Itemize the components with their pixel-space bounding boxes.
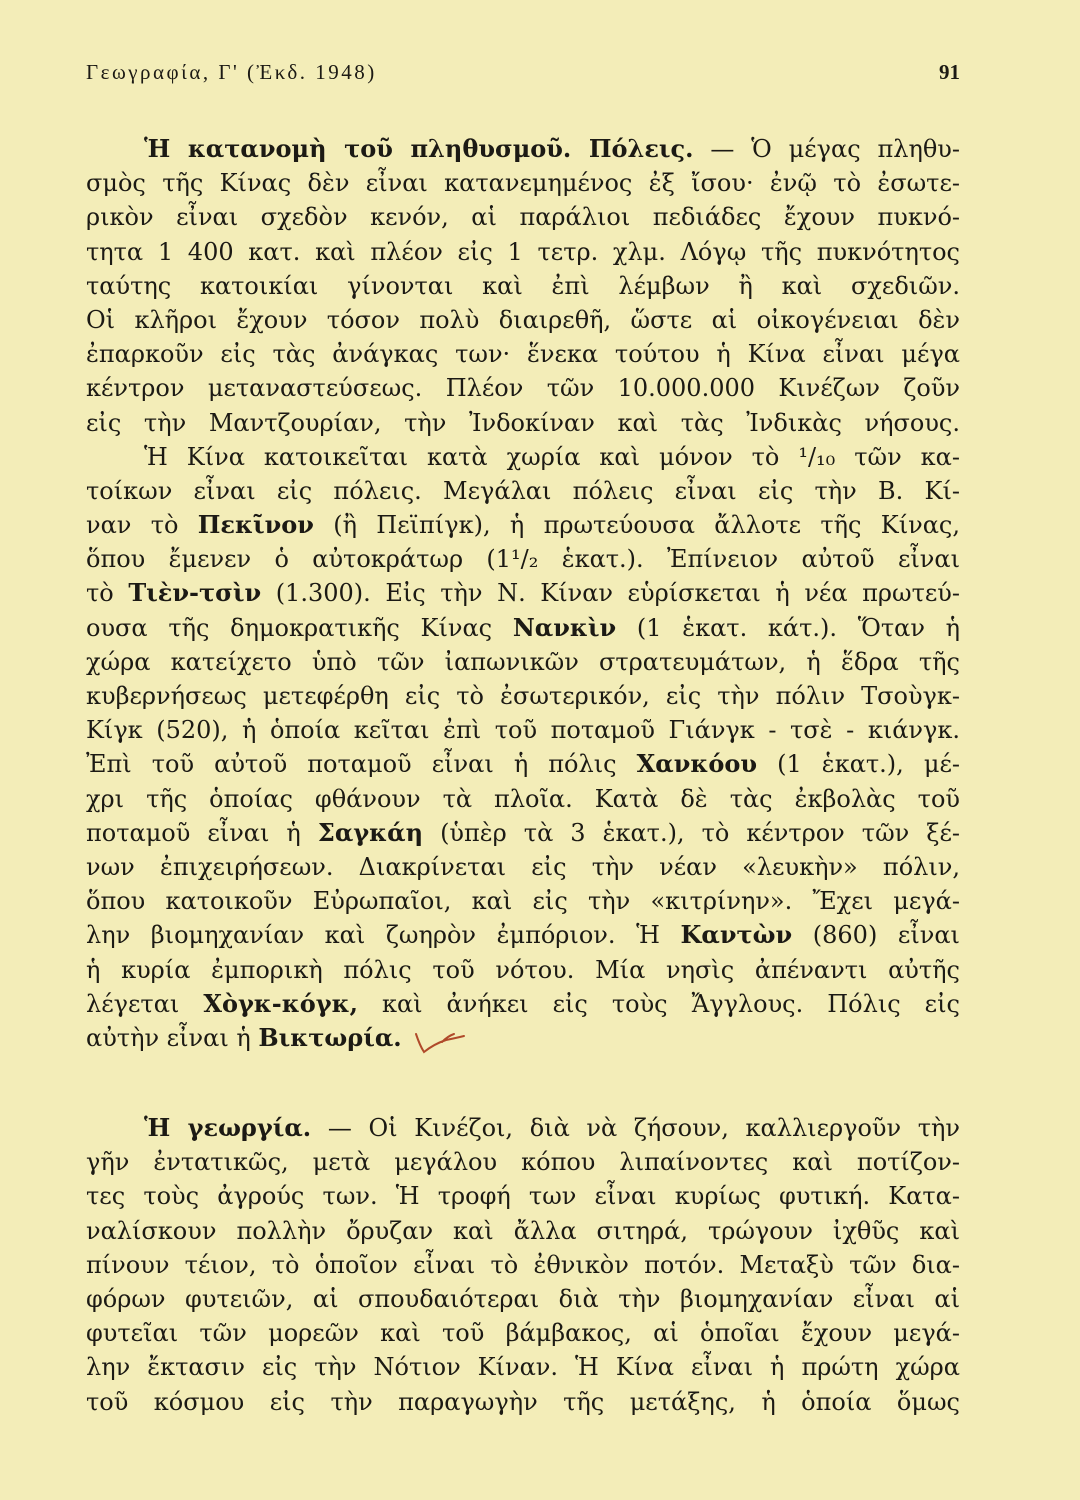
text-line: Ἡ Κίνα κατοικεῖται κατὰ χωρία καὶ μόνον τὸ ¹/₁₀ τῶν κα- (144, 442, 960, 471)
text-line: σμὸς τῆς Κίνας δὲν εἶναι κατανεμημένος ἐξ ἴσου· ἐνῷ τὸ ἐσωτε- (86, 169, 960, 198)
header-title: Γεωγραφία, Γ' (Ἐκδ. 1948) (86, 60, 377, 84)
text-line: ναλίσκουν πολλὴν ὄρυζαν καὶ ἄλλα σιτηρά, τρώγουν ἰχθῦς καὶ (86, 1216, 960, 1245)
text-line: Ἡ κατανομὴ τοῦ πληθυσμοῦ. Πόλεις. — Ὁ μέγας πληθυ- (144, 134, 960, 163)
page-body (86, 132, 960, 1419)
text-line: Κίγκ (520), ἡ ὁποία κεῖται ἐπὶ τοῦ ποταμοῦ Γιάνγκ - τσὲ - κιάνγκ. (86, 716, 960, 745)
city-name: Πεκῖνον (197, 510, 314, 540)
paragraph-cities (86, 440, 960, 1055)
text-line: Ἡ γεωργία. — Οἱ Κινέζοι, διὰ νὰ ζήσουν, καλλιεργοῦν τὴν (144, 1113, 960, 1143)
text-line: πίνουν τέιον, τὸ ὁποῖον εἶναι τὸ ἐθνικὸν ποτόν. Μεταξὺ τῶν δια- (86, 1250, 960, 1279)
text-line: ποταμοῦ εἶναι ἡ Σαγκάη (ὑπὲρ τὰ 3 ἑκατ.), τὸ κέντρον τῶν ξέ- (86, 817, 961, 847)
text-line: λην ἔκτασιν εἰς τὴν Νότιον Κίναν. Ἡ Κίνα εἶναι ἡ πρώτη χώρα (86, 1353, 960, 1382)
paragraph-agriculture (86, 1111, 960, 1419)
city-name: Χανκόου (636, 749, 758, 779)
city-name: Τιὲν-τσὶν (128, 578, 262, 608)
text-line: αὐτὴν εἶναι ἡ Βικτωρία. (86, 1021, 960, 1055)
paragraph-gap (86, 1055, 960, 1111)
text-line: κυβερνήσεως μετεφέρθη εἰς τὸ ἐσωτερικόν, εἰς τὴν πόλιν Τσοὺγκ- (86, 682, 960, 710)
text-line: Οἱ κλῆροι ἔχουν τόσον πολὺ διαιρεθῆ, ὥστε αἱ οἰκογένειαι δὲν (86, 305, 960, 334)
text-line: κέντρον μεταναστεύσεως. Πλέον τῶν 10.000.000 Κινέζων ζοῦν (86, 374, 960, 403)
city-name: Σαγκάη (317, 817, 424, 847)
section-heading-agriculture: Ἡ γεωργία. (144, 1113, 312, 1143)
text-line: νων ἐπιχειρήσεων. Διακρίνεται εἰς τὴν νέαν «λευκὴν» πόλιν, (86, 852, 960, 881)
text-line: τες τοὺς ἀγρούς των. Ἡ τροφή των εἶναι κυρίως φυτική. Κατα- (86, 1182, 960, 1211)
text-line: ὅπου ἔμενεν ὁ αὐτοκράτωρ (1¹/₂ ἑκατ.). Ἐπίνειον αὐτοῦ εἶναι (86, 545, 960, 574)
text-line: ουσα τῆς δημοκρατικῆς Κίνας Νανκὶν (1 ἑκατ. κάτ.). Ὅταν ἡ (86, 612, 961, 642)
text-line: τοίκων εἶναι εἰς πόλεις. Μεγάλαι πόλεις εἶναι εἰς τὴν Β. Κί- (86, 476, 960, 505)
text-line: χώρα κατείχετο ὑπὸ τῶν ἰαπωνικῶν στρατευμάτων, ἡ ἕδρα τῆς (86, 647, 960, 676)
text-line: ρικὸν εἶναι σχεδὸν κενόν, αἱ παράλιοι πεδιάδες ἔχουν πυκνό- (86, 203, 960, 232)
city-name: Χὸγκ-κόγκ, (203, 988, 358, 1018)
text-line: χρι τῆς ὁποίας φθάνουν τὰ πλοῖα. Κατὰ δὲ τὰς ἐκβολὰς τοῦ (86, 784, 960, 813)
text-line: εἰς τὴν Μαντζουρίαν, τὴν Ἰνδοκίναν καὶ τὰς Ἰνδικὰς νήσους. (86, 408, 960, 437)
city-name: Βικτωρία. (258, 1022, 402, 1052)
text-line: ναν τὸ Πεκῖνον (ἢ Πεϊπίγκ), ἡ πρωτεύουσα ἄλλοτε τῆς Κίνας, (86, 510, 960, 540)
text-line: ἐπαρκοῦν εἰς τὰς ἀνάγκας των· ἕνεκα τούτου ἡ Κίνα εἶναι μέγα (86, 340, 960, 369)
running-header (86, 60, 960, 85)
text-line: φόρων φυτειῶν, αἱ σπουδαιότεραι διὰ τὴν βιομηχανίαν εἶναι αἱ (86, 1285, 960, 1313)
text-line: τητα 1 400 κατ. καὶ πλέον εἰς 1 τετρ. χλμ. Λόγῳ τῆς πυκνότητος (86, 237, 960, 266)
text-line: λέγεται Χὸγκ-κόγκ, καὶ ἀνήκει εἰς τοὺς Ἄγγλους. Πόλις εἰς (86, 988, 960, 1018)
text-line: τὸ Τιὲν-τσὶν (1.300). Εἰς τὴν Ν. Κίναν εὑρίσκεται ἡ νέα πρωτεύ- (86, 578, 960, 608)
text-line: φυτεῖαι τῶν μορεῶν καὶ τοῦ βάμβακος, αἱ ὁποῖαι ἔχουν μεγά- (86, 1319, 960, 1348)
text-line: λην βιομηχανίαν καὶ ζωηρὸν ἐμπόριον. Ἡ Καντὼν (860) εἶναι (86, 920, 960, 950)
text-line: Ἐπὶ τοῦ αὐτοῦ ποταμοῦ εἶναι ἡ πόλις Χανκόου (1 ἑκατ.), μέ- (86, 749, 960, 779)
text-line: ἡ κυρία ἐμπορικὴ πόλις τοῦ νότου. Μία νησὶς ἀπέναντι αὐτῆς (86, 955, 960, 984)
paragraph-population (86, 132, 960, 440)
city-name: Καντὼν (680, 920, 793, 950)
text-line: ταύτης κατοικίαι γίνονται καὶ ἐπὶ λέμβων ἢ καὶ σχεδιῶν. (86, 271, 960, 300)
page-number: 91 (939, 60, 960, 84)
handwritten-check-mark (412, 1030, 468, 1056)
text-line: τοῦ κόσμου εἰς τὴν παραγωγὴν τῆς μετάξης, ἡ ὁποία ὅμως (86, 1387, 960, 1416)
text-line: γῆν ἐντατικῶς, μετὰ μεγάλου κόπου λιπαίνοντες καὶ ποτίζον- (86, 1148, 960, 1177)
section-heading-population: Ἡ κατανομὴ τοῦ πληθυσμοῦ. Πόλεις. (144, 134, 694, 163)
city-name: Νανκὶν (512, 612, 617, 642)
text-line: ὅπου κατοικοῦν Εὐρωπαῖοι, καὶ εἰς τὴν «κιτρίνην». Ἔχει μεγά- (86, 887, 960, 916)
